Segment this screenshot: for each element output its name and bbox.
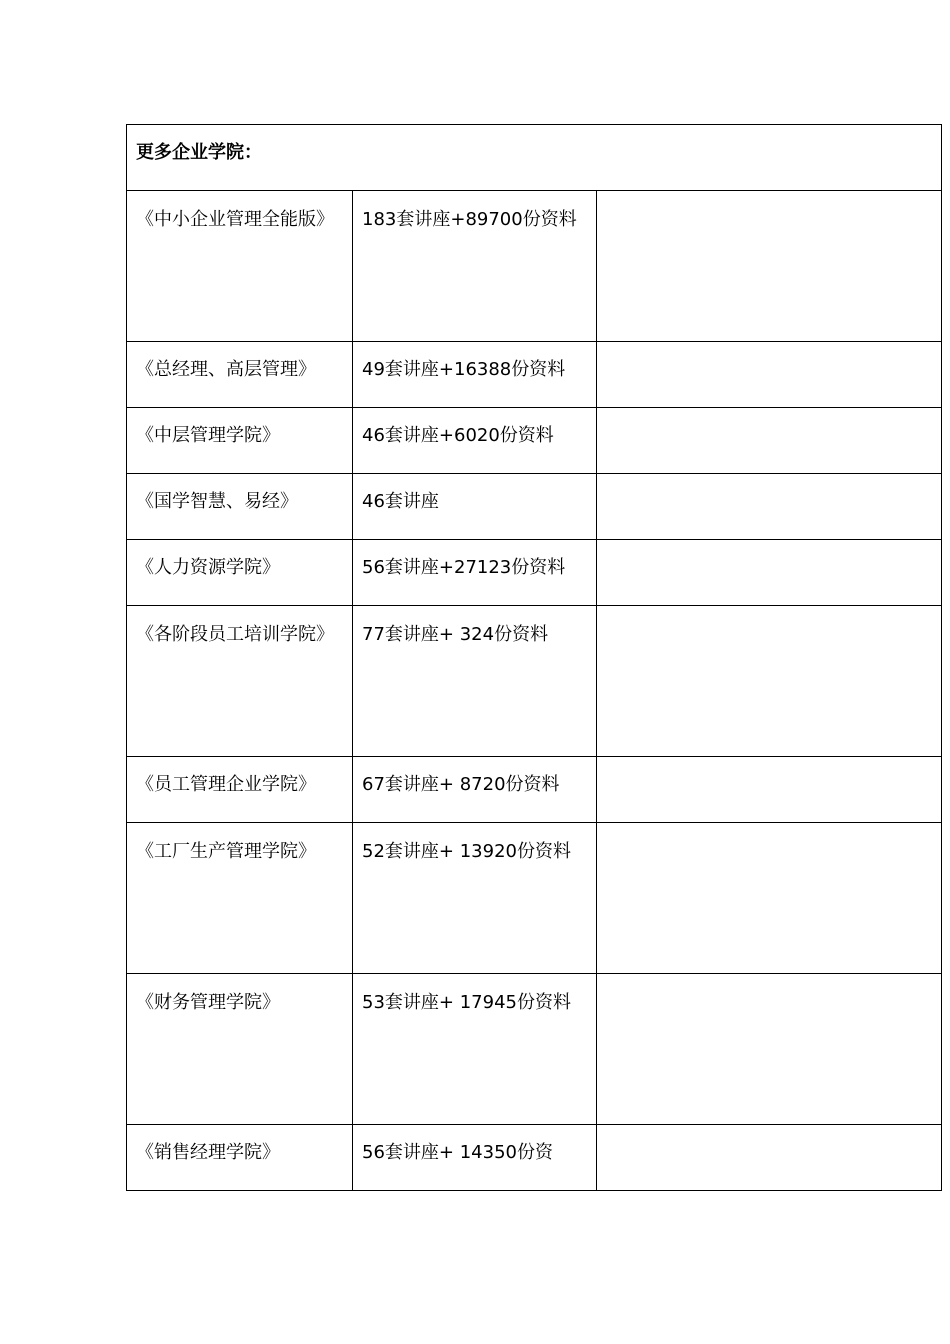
empty-cell: [597, 408, 942, 474]
table-row: [127, 974, 942, 1125]
academy-name: 《销售经理学院》: [136, 1142, 280, 1163]
academy-table: [126, 124, 942, 1191]
academy-detail: 53套讲座+ 17945份资料: [362, 992, 571, 1013]
academy-name-cell: [127, 1125, 353, 1191]
academy-detail: 183套讲座+89700份资料: [362, 209, 577, 230]
table-row: [127, 342, 942, 408]
academy-detail: 52套讲座+ 13920份资料: [362, 841, 571, 862]
academy-detail-cell: [353, 474, 597, 540]
academy-detail-cell: [353, 974, 597, 1125]
academy-name: 《国学智慧、易经》: [136, 491, 298, 512]
academy-name: 《财务管理学院》: [136, 992, 280, 1013]
academy-name: 《中层管理学院》: [136, 425, 280, 446]
table-row: [127, 474, 942, 540]
empty-cell: [597, 606, 942, 757]
academy-name-cell: [127, 823, 353, 974]
academy-detail-cell: [353, 408, 597, 474]
empty-cell: [597, 974, 942, 1125]
empty-cell: [597, 191, 942, 342]
empty-cell: [597, 474, 942, 540]
empty-cell: [597, 1125, 942, 1191]
academy-detail: 49套讲座+16388份资料: [362, 359, 566, 380]
academy-name-cell: [127, 474, 353, 540]
academy-name-cell: [127, 191, 353, 342]
academy-name: 《总经理、高层管理》: [136, 359, 316, 380]
academy-name: 《人力资源学院》: [136, 557, 280, 578]
academy-name: 《中小企业管理全能版》: [136, 209, 334, 230]
empty-cell: [597, 757, 942, 823]
academy-name-cell: [127, 408, 353, 474]
empty-cell: [597, 823, 942, 974]
academy-name-cell: [127, 342, 353, 408]
table-row: [127, 408, 942, 474]
empty-cell: [597, 540, 942, 606]
academy-detail-cell: [353, 1125, 597, 1191]
table-title: 更多企业学院：: [136, 142, 262, 163]
academy-detail: 77套讲座+ 324份资料: [362, 624, 549, 645]
academy-detail-cell: [353, 342, 597, 408]
academy-table-body: [127, 125, 942, 1191]
empty-cell: [597, 342, 942, 408]
academy-name: 《工厂生产管理学院》: [136, 841, 316, 862]
academy-name-cell: [127, 974, 353, 1125]
academy-name: 《员工管理企业学院》: [136, 774, 316, 795]
academy-detail-cell: [353, 823, 597, 974]
academy-detail-cell: [353, 191, 597, 342]
table-row: [127, 823, 942, 974]
academy-detail: 56套讲座+ 14350份资: [362, 1142, 553, 1163]
academy-detail: 67套讲座+ 8720份资料: [362, 774, 560, 795]
academy-detail: 56套讲座+27123份资料: [362, 557, 566, 578]
academy-detail: 46套讲座+6020份资料: [362, 425, 554, 446]
academy-name-cell: [127, 606, 353, 757]
academy-detail: 46套讲座: [362, 491, 439, 512]
table-row: [127, 606, 942, 757]
academy-name: 《各阶段员工培训学院》: [136, 624, 334, 645]
academy-detail-cell: [353, 606, 597, 757]
table-row: [127, 1125, 942, 1191]
table-row: [127, 191, 942, 342]
